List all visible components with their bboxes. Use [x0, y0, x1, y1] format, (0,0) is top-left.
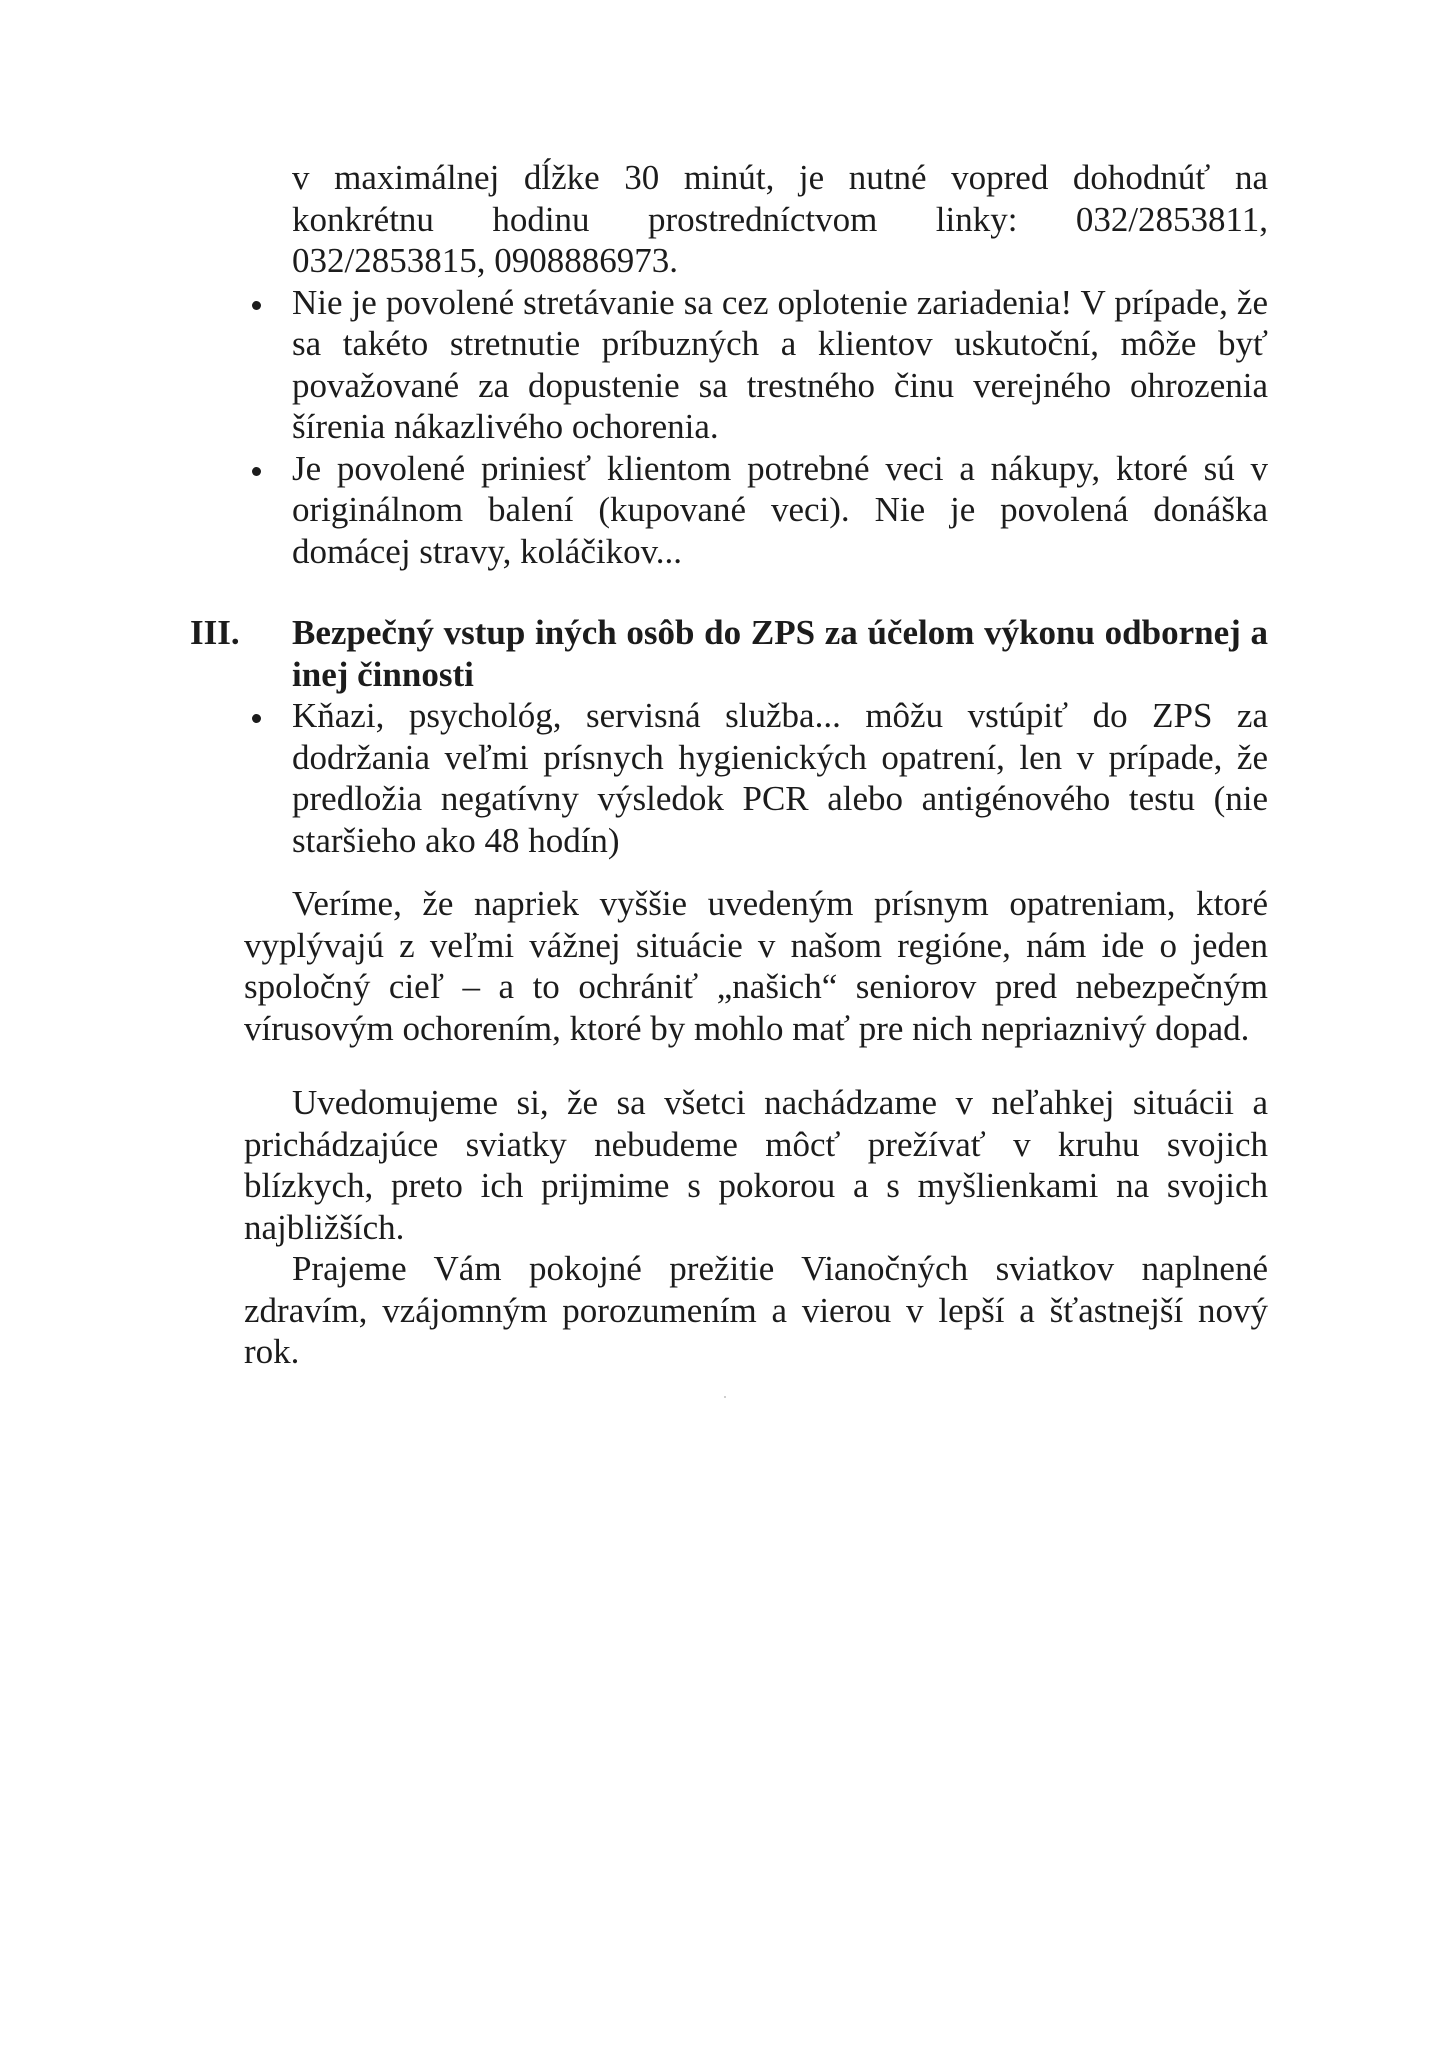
- bullet-list-visits: [292, 282, 1268, 573]
- bullet-item: [292, 448, 1268, 573]
- bullet-list-section: [292, 695, 1268, 861]
- bullet-dot-icon: [252, 714, 261, 723]
- bullet-dot-icon: [252, 301, 261, 310]
- bullet-text: Kňazi, psychológ, servisná služba... môžu vstúpiť do ZPS za dodržania veľmi prísnych hygienických opatrení, len v prípade, že predložia negatívny výsledok PCR alebo antigénového testu (nie staršieho ako 48 hodín): [292, 696, 1268, 860]
- text-column: [190, 157, 1268, 1373]
- continuation-text: v maximálnej dĺžke 30 minút, je nutné vopred dohodnúť na konkrétnu hodinu prostredníctvom linky: 032/2853811, 032/2853815, 0908886973.: [292, 158, 1268, 280]
- section-number: III.: [190, 613, 240, 652]
- paragraph: Prajeme Vám pokojné prežitie Vianočných sviatkov naplnené zdravím, vzájomným porozumením a vierou v lepší a šťastnejší nový rok.: [244, 1249, 1268, 1371]
- paragraph: Uvedomujeme si, že sa všetci nachádzame v neľahkej situácii a prichádzajúce sviatky nebudeme môcť prežívať v kruhu svojich blízkych, preto ich prijmime s pokorou a s myšlienkami na svojich najbližších.: [244, 1083, 1268, 1247]
- section-title: Bezpečný vstup iných osôb do ZPS za účelom výkonu odbornej a inej činnosti: [292, 613, 1268, 694]
- bullet-item: [292, 282, 1268, 448]
- bullet-item: [292, 695, 1268, 861]
- bullet-text: Je povolené priniesť klientom potrebné veci a nákupy, ktoré sú v originálnom balení (kupované veci). Nie je povolená donáška domácej stravy, koláčikov...: [292, 448, 1268, 571]
- paragraph: Veríme, že napriek vyššie uvedeným prísnym opatreniam, ktoré vyplývajú z veľmi vážnej situácie v našom regióne, nám ide o jeden spoločný cieľ – a to ochrániť „našich“ seniorov pred nebezpečným vírusovým ochorením, ktoré by mohlo mať pre nich nepriaznivý dopad.: [244, 884, 1268, 1048]
- bullet-text: Nie je povolené stretávanie sa cez oplotenie zariadenia! V prípade, že sa takéto stretnutie príbuzných a klientov uskutoční, môže byť považované za dopustenie sa trestného činu verejného ohrozenia šírenia nákazlivého ochorenia.: [292, 282, 1268, 446]
- bullet-dot-icon: [252, 467, 261, 476]
- section-three: [190, 612, 1268, 861]
- scan-speck: [724, 1396, 726, 1398]
